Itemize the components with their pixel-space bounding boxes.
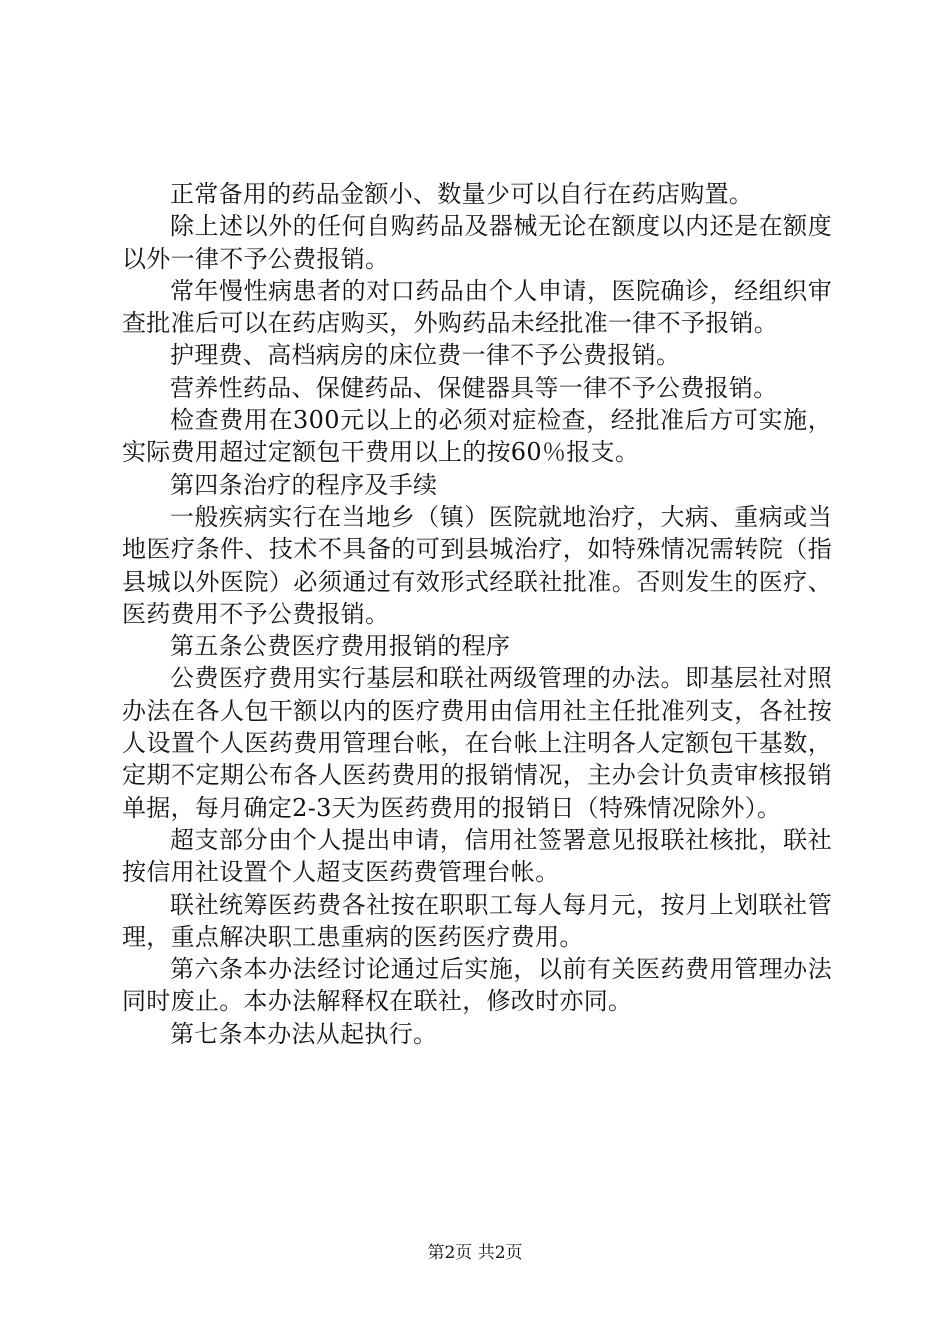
section-heading: 第四条治疗的程序及手续 [170,470,438,499]
paragraph: 护理费、高档病房的床位费一律不予公费报销。 [170,341,681,370]
section-heading: 第五条公费医疗费用报销的程序 [170,632,511,661]
paragraph: 一般疾病实行在当地乡（镇）医院就地治疗，大病、重病或当地医疗条件、技术不具备的可到县城治疗，如特殊情况需转院（指县城以外医院）必须通过有效形式经联社批准。否则发生的医疗、医药费用不予公费报销。 [122,502,832,628]
document-body [122,178,832,1050]
paragraph: 正常备用的药品金额小、数量少可以自行在药店购置。 [170,180,754,208]
paragraph: 公费医疗费用实行基层和联社两级管理的办法。即基层社对照办法在各人包干额以内的医疗费用由信用社主任批准列支，各社按人设置个人医药费用管理台帐，在台帐上注明各人定额包干基数，定期不定期公布各人医药费用的报销情况，主办会计负责审核报销单据，每月确定2-3天为医药费用的报销日（特殊情况除外）。 [122,664,832,822]
paragraph: 检查费用在300元以上的必须对症检查，经批准后方可实施，实际费用超过定额包干费用以上的按60％报支。 [122,406,832,467]
paragraph: 联社统筹医药费各社按在职职工每人每月元，按月上划联社管理，重点解决职工患重病的医药医疗费用。 [122,890,832,951]
paragraph: 除上述以外的任何自购药品及器械无论在额度以内还是在额度以外一律不予公费报销。 [122,212,832,273]
page-footer: 第2页 共2页 [427,1243,523,1263]
paragraph: 第六条本办法经讨论通过后实施，以前有关医药费用管理办法同时废止。本办法解释权在联社，修改时亦同。 [122,955,832,1016]
paragraph: 营养性药品、保健药品、保健器具等一律不予公费报销。 [170,373,778,402]
paragraph: 超支部分由个人提出申请，信用社签署意见报联社核批，联社按信用社设置个人超支医药费管理台帐。 [122,825,832,887]
paragraph: 第七条本办法从起执行。 [170,1019,438,1048]
paragraph: 常年慢性病患者的对口药品由个人申请，医院确诊，经组织审查批准后可以在药店购买，外购药品未经批准一律不予报销。 [122,276,832,338]
